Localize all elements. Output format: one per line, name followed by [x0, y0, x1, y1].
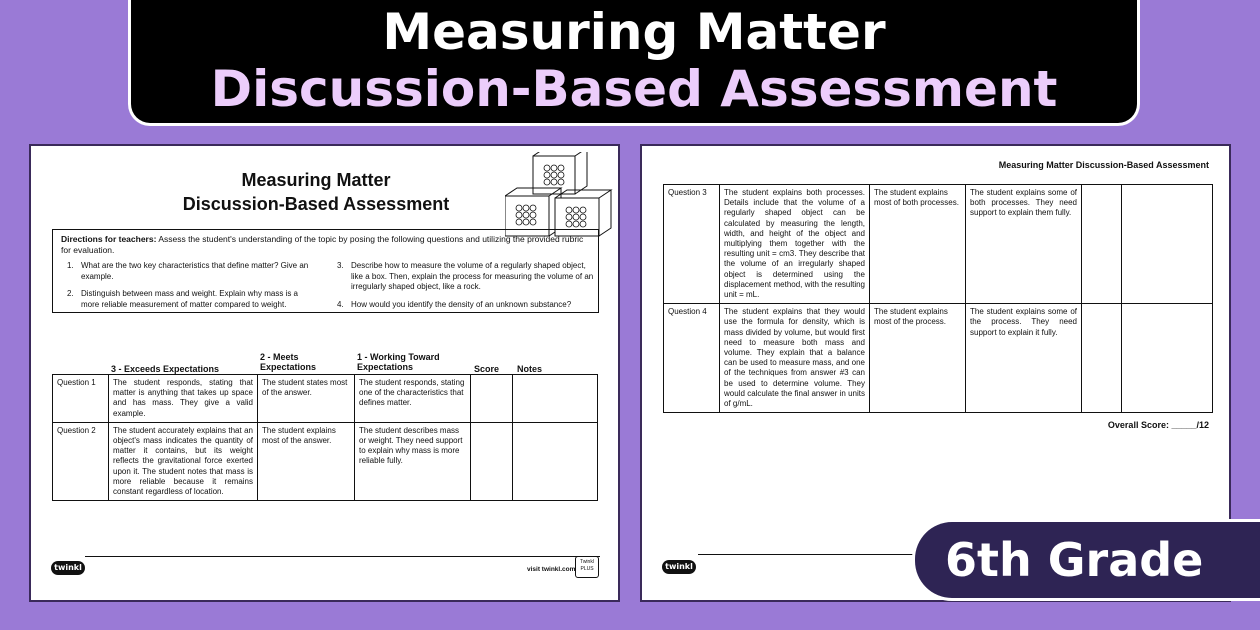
cell-exceeds: The student explains both processes. Details include that the volume of a regularly shaped object can be calculated by measuring the length, width, and height of the object and multiplying them together with the resulting unit = cm3. They describe that the volume of an irregularly shaped object is determined using the displacement method, with the resulting unit = mL.: [720, 185, 870, 304]
cell-working: The student explains some of the process. They need support to explain it fully.: [966, 304, 1082, 413]
cell-notes: [1122, 304, 1213, 413]
cubes-icon: [505, 152, 615, 240]
cell-notes: [513, 422, 598, 500]
grade-badge: [912, 519, 1260, 601]
row-label: Question 4: [664, 304, 720, 413]
header-notes: Notes: [517, 364, 543, 374]
directions-text: Assess the student's understanding of the topic by posing the following questions and utilizing the provided rubric for evaluation.: [61, 234, 584, 255]
table-row: [53, 422, 598, 500]
row-label: Question 1: [53, 375, 109, 423]
cell-working: The student explains some of both processes. They need support to explain them fully.: [966, 185, 1082, 304]
worksheet-page-1: [29, 144, 620, 602]
cell-score: [471, 375, 513, 423]
question-item: 3. Describe how to measure the volume of a regularly shaped object, like a box. Then, explain the process for measuring the volume of an irregularly shaped object, like a rock.: [337, 261, 594, 291]
cell-working: The student describes mass or weight. They need support to explain why mass is more reliable fully.: [355, 422, 471, 500]
cell-exceeds: The student explains that they would use the formula for density, which is mass divided by volume, but would first need to measure both mass and volume. They explain that a balance can be used to measure mass, and one of the techniques from answer #3 can be used to determine volume. They would calculate the final answer in units of g/mL.: [720, 304, 870, 413]
header-meets: 2 - Meets Expectations: [260, 352, 317, 372]
footer-rule-2: [698, 554, 918, 555]
cell-meets: The student explains most of both processes.: [870, 185, 966, 304]
rubric-table: [52, 374, 598, 501]
cell-meets: The student states most of the answer.: [258, 375, 355, 423]
twinkl-logo: twinkl: [51, 561, 85, 575]
cell-meets: The student explains most of the process.: [870, 304, 966, 413]
cell-exceeds: The student accurately explains that an object's mass indicates the quantity of matter it contains, but its weight reflects the gravitational force exerted upon it. The student notes that mass is more reliable because it remains constant regardless of location.: [109, 422, 258, 500]
cell-exceeds: The student responds, stating that matter is anything that takes up space and has mass. They give a valid example.: [109, 375, 258, 423]
title-banner: [128, 0, 1140, 126]
banner-title: Measuring Matter: [382, 3, 886, 61]
question-item: 2. Distinguish between mass and weight. Explain why mass is a more reliable measurement of matter compared to weight.: [67, 289, 298, 309]
questions-right: [337, 261, 595, 317]
header-working: 1 - Working Toward Expectations: [357, 352, 440, 372]
cell-meets: The student explains most of the answer.: [258, 422, 355, 500]
table-row: [664, 185, 1213, 304]
footer-rule: [85, 556, 600, 557]
page1-title-line2: Discussion-Based Assessment: [182, 194, 450, 214]
header-score: Score: [474, 364, 500, 374]
visit-link: visit twinkl.com: [527, 566, 576, 573]
question-item: 4. How would you identify the density of an unknown substance?: [337, 299, 572, 309]
rubric-table-2: [663, 184, 1213, 413]
cell-working: The student responds, stating one of the characteristics that defines matter.: [355, 375, 471, 423]
cell-score: [471, 422, 513, 500]
directions-label: Directions for teachers:: [61, 234, 157, 244]
directions-box: [52, 229, 599, 313]
question-item: 1. What are the two key characteristics that define matter? Give an example.: [67, 261, 309, 281]
grade-label: 6th Grade: [945, 533, 1204, 587]
page2-header: Measuring Matter Discussion-Based Assessment: [998, 160, 1209, 170]
page1-title-line1: Measuring Matter: [241, 170, 391, 190]
header-exceeds: 3 - Exceeds Expectations: [111, 364, 220, 374]
cell-notes: [513, 375, 598, 423]
plus-badge: Twinkl PLUS: [575, 556, 599, 578]
twinkl-logo-2: twinkl: [662, 560, 696, 574]
banner-subtitle: Discussion-Based Assessment: [210, 60, 1058, 118]
cell-score: [1082, 185, 1122, 304]
table-row: [664, 304, 1213, 413]
page1-title: [181, 168, 451, 216]
table-row: [53, 375, 598, 423]
overall-score: Overall Score: _____/12: [1107, 420, 1209, 430]
questions-left: [67, 261, 317, 317]
row-label: Question 3: [664, 185, 720, 304]
cell-score: [1082, 304, 1122, 413]
cell-notes: [1122, 185, 1213, 304]
row-label: Question 2: [53, 422, 109, 500]
